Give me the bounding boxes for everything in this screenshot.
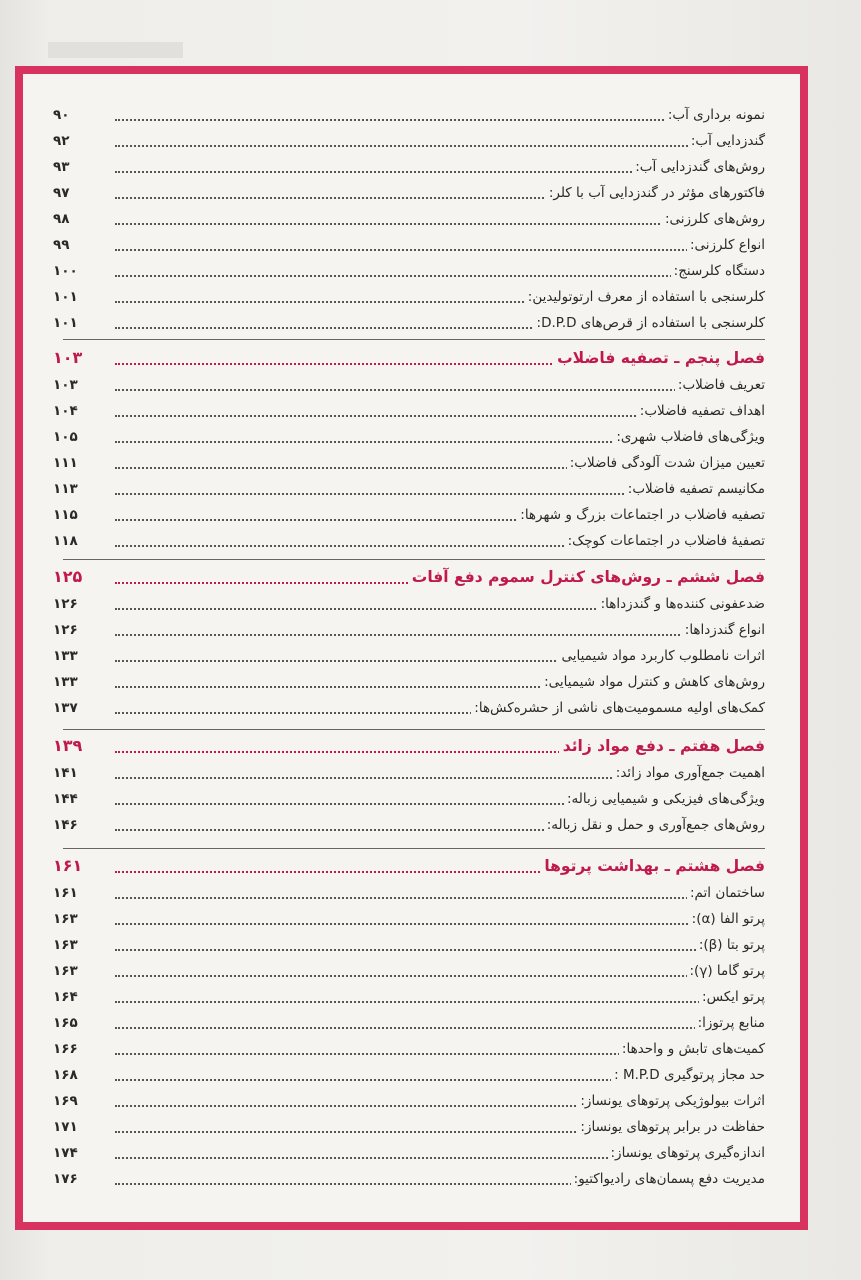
chapter-title: فصل ششم ـ روش‌های کنترل سموم دفع آفات xyxy=(408,568,765,586)
chapter-title: فصل هشتم ـ بهداشت پرتوها xyxy=(540,857,765,875)
toc-entry xyxy=(23,1142,800,1166)
entry-title: پرتو بتا (β): xyxy=(696,937,765,953)
toc-entry xyxy=(23,1012,800,1036)
page-number: ۱۷۴ xyxy=(53,1145,113,1161)
section-divider xyxy=(63,729,765,730)
entry-title: تعریف فاضلاب: xyxy=(675,377,765,393)
toc-entry xyxy=(23,960,800,984)
page-number: ۱۰۵ xyxy=(53,429,113,445)
page-number: ۱۰۰ xyxy=(53,263,113,279)
page-number: ۱۰۳ xyxy=(53,348,115,367)
dot-leader xyxy=(115,897,760,899)
toc-entry xyxy=(23,762,800,786)
entry-title: ویژگی‌های فیزیکی و شیمیایی زباله: xyxy=(564,791,765,807)
entry-title: روش‌های جمع‌آوری و حمل و نقل زباله: xyxy=(544,817,765,833)
dot-leader xyxy=(115,119,760,121)
toc-entry xyxy=(23,208,800,232)
dot-leader xyxy=(115,389,760,391)
toc-entry xyxy=(23,1116,800,1140)
chapter-title: فصل هفتم ـ دفع مواد زائد xyxy=(559,737,765,755)
page-number: ۱۶۸ xyxy=(53,1067,113,1083)
page-number: ۱۳۹ xyxy=(53,736,115,755)
entry-title: اثرات نامطلوب کاربرد مواد شیمیایی xyxy=(558,648,765,664)
page-number: ۹۲ xyxy=(53,133,113,149)
entry-title: فاکتورهای مؤثر در گندزدایی آب با کلر: xyxy=(546,185,765,201)
entry-title: پرتو الفا (α): xyxy=(689,911,765,927)
page-number: ۱۴۱ xyxy=(53,765,113,781)
page-number: ۱۶۱ xyxy=(53,856,115,875)
page-number: ۹۳ xyxy=(53,159,113,175)
entry-title: اندازه‌گیری پرتوهای یونساز: xyxy=(608,1145,766,1161)
page-number: ۹۷ xyxy=(53,185,113,201)
dot-leader xyxy=(115,975,760,977)
page-number: ۹۸ xyxy=(53,211,113,227)
toc-entry xyxy=(23,1064,800,1088)
dot-leader xyxy=(115,923,760,925)
entry-title: ساختمان اتم: xyxy=(687,885,765,901)
entry-title: پرتو ایکس: xyxy=(699,989,765,1005)
entry-title: حفاظت در برابر پرتوهای یونساز: xyxy=(577,1119,765,1135)
entry-title: کمک‌های اولیه مسمومیت‌های ناشی از حشره‌کش‌ها: xyxy=(471,700,765,716)
page-number: ۱۶۳ xyxy=(53,937,113,953)
toc-entry xyxy=(23,645,800,669)
dot-leader xyxy=(115,275,760,277)
page-number: ۱۲۵ xyxy=(53,567,115,586)
entry-title: مدیریت دفع پسمان‌های رادیواکتیو: xyxy=(571,1171,765,1187)
toc-entry xyxy=(23,156,800,180)
page-number: ۱۳۳ xyxy=(53,674,113,690)
page-number: ۱۰۱ xyxy=(53,315,113,331)
entry-title: روش‌های کلرزنی: xyxy=(662,211,765,227)
page-number: ۱۶۳ xyxy=(53,911,113,927)
page-number: ۱۱۵ xyxy=(53,507,113,523)
chapter-heading xyxy=(23,734,800,762)
toc-entry xyxy=(23,400,800,424)
page-number: ۱۶۶ xyxy=(53,1041,113,1057)
entry-title: کمیت‌های تابش و واحدها: xyxy=(619,1041,765,1057)
entry-title: روش‌های کاهش و کنترل مواد شیمیایی: xyxy=(541,674,765,690)
section-divider xyxy=(63,339,765,340)
chapter-title: فصل پنجم ـ تصفیه فاضلاب xyxy=(553,349,765,367)
entry-title: اثرات بیولوژیکی پرتوهای یونساز: xyxy=(577,1093,765,1109)
page-number: ۱۷۶ xyxy=(53,1171,113,1187)
entry-title: نمونه برداری آب: xyxy=(665,107,765,123)
page-number: ۱۶۵ xyxy=(53,1015,113,1031)
page-number: ۱۴۶ xyxy=(53,817,113,833)
page-number: ۱۶۹ xyxy=(53,1093,113,1109)
page-number: ۱۶۱ xyxy=(53,885,113,901)
section-divider xyxy=(63,559,765,560)
entry-title: تصفیهٔ فاضلاب در اجتماعات کوچک: xyxy=(565,533,765,549)
page-number: ۱۶۳ xyxy=(53,963,113,979)
page-edge-shadow xyxy=(48,42,183,58)
section-divider xyxy=(63,848,765,849)
chapter-heading xyxy=(23,565,800,593)
toc-entry xyxy=(23,814,800,838)
dot-leader xyxy=(115,249,760,251)
toc-entry xyxy=(23,1090,800,1114)
toc-entry xyxy=(23,426,800,450)
page-number: ۱۰۱ xyxy=(53,289,113,305)
entry-title: انواع گندزداها: xyxy=(682,622,765,638)
page-number: ۱۴۴ xyxy=(53,791,113,807)
entry-title: انواع کلرزنی: xyxy=(687,237,765,253)
page-number: ۹۹ xyxy=(53,237,113,253)
toc-entry xyxy=(23,1168,800,1192)
entry-title: پرتو گاما (γ): xyxy=(687,963,766,979)
page-number: ۱۰۴ xyxy=(53,403,113,419)
toc-entry xyxy=(23,697,800,721)
toc-entry xyxy=(23,374,800,398)
chapter-heading xyxy=(23,346,800,374)
toc-entry xyxy=(23,182,800,206)
toc-entry xyxy=(23,619,800,643)
dot-leader xyxy=(115,145,760,147)
page-number: ۱۱۳ xyxy=(53,481,113,497)
toc-entry xyxy=(23,1038,800,1062)
page-number: ۱۲۶ xyxy=(53,622,113,638)
toc-entry xyxy=(23,286,800,310)
dot-leader xyxy=(115,1001,760,1003)
entry-title: اهمیت جمع‌آوری مواد زائد: xyxy=(613,765,765,781)
page-number: ۱۱۸ xyxy=(53,533,113,549)
dot-leader xyxy=(115,949,760,951)
toc-entry xyxy=(23,986,800,1010)
toc-entry xyxy=(23,504,800,528)
toc-entry xyxy=(23,593,800,617)
dot-leader xyxy=(115,634,760,636)
page-number: ۱۰۳ xyxy=(53,377,113,393)
page-number: ۱۲۶ xyxy=(53,596,113,612)
dot-leader xyxy=(115,1027,760,1029)
toc-entry xyxy=(23,104,800,128)
toc-entry xyxy=(23,234,800,258)
entry-title: حد مجاز پرتوگیری M.P.D : xyxy=(611,1067,765,1083)
toc-entry xyxy=(23,530,800,554)
entry-title: تصفیه فاضلاب در اجتماعات بزرگ و شهرها: xyxy=(517,507,765,523)
entry-title: کلرسنجی با استفاده از معرف ارتوتولیدین: xyxy=(525,289,765,305)
toc-entry xyxy=(23,312,800,336)
entry-title: روش‌های گندزدایی آب: xyxy=(632,159,765,175)
toc-entry xyxy=(23,882,800,906)
table-of-contents-frame xyxy=(15,66,808,1230)
entry-title: منابع پرتوزا: xyxy=(695,1015,765,1031)
toc-entry xyxy=(23,934,800,958)
toc-entry xyxy=(23,671,800,695)
entry-title: اهداف تصفیه فاضلاب: xyxy=(637,403,765,419)
page-number: ۱۶۴ xyxy=(53,989,113,1005)
toc-entry xyxy=(23,130,800,154)
toc-entry xyxy=(23,478,800,502)
entry-title: مکانیسم تصفیه فاضلاب: xyxy=(625,481,765,497)
toc-entry xyxy=(23,788,800,812)
entry-title: گندزدایی آب: xyxy=(688,133,765,149)
toc-entry xyxy=(23,452,800,476)
entry-title: ویژگی‌های فاضلاب شهری: xyxy=(613,429,765,445)
page-number: ۹۰ xyxy=(53,107,113,123)
page-number: ۱۱۱ xyxy=(53,455,113,471)
entry-title: تعیین میزان شدت آلودگی فاضلاب: xyxy=(567,455,765,471)
toc-entry xyxy=(23,908,800,932)
page-number: ۱۳۳ xyxy=(53,648,113,664)
page-number: ۱۷۱ xyxy=(53,1119,113,1135)
chapter-heading xyxy=(23,854,800,882)
page-number: ۱۳۷ xyxy=(53,700,113,716)
entry-title: کلرسنجی با استفاده از قرص‌های D.P.D: xyxy=(534,315,765,331)
toc-entry xyxy=(23,260,800,284)
entry-title: ضدعفونی کننده‌ها و گندزداها: xyxy=(598,596,765,612)
entry-title: دستگاه کلرسنج: xyxy=(671,263,765,279)
